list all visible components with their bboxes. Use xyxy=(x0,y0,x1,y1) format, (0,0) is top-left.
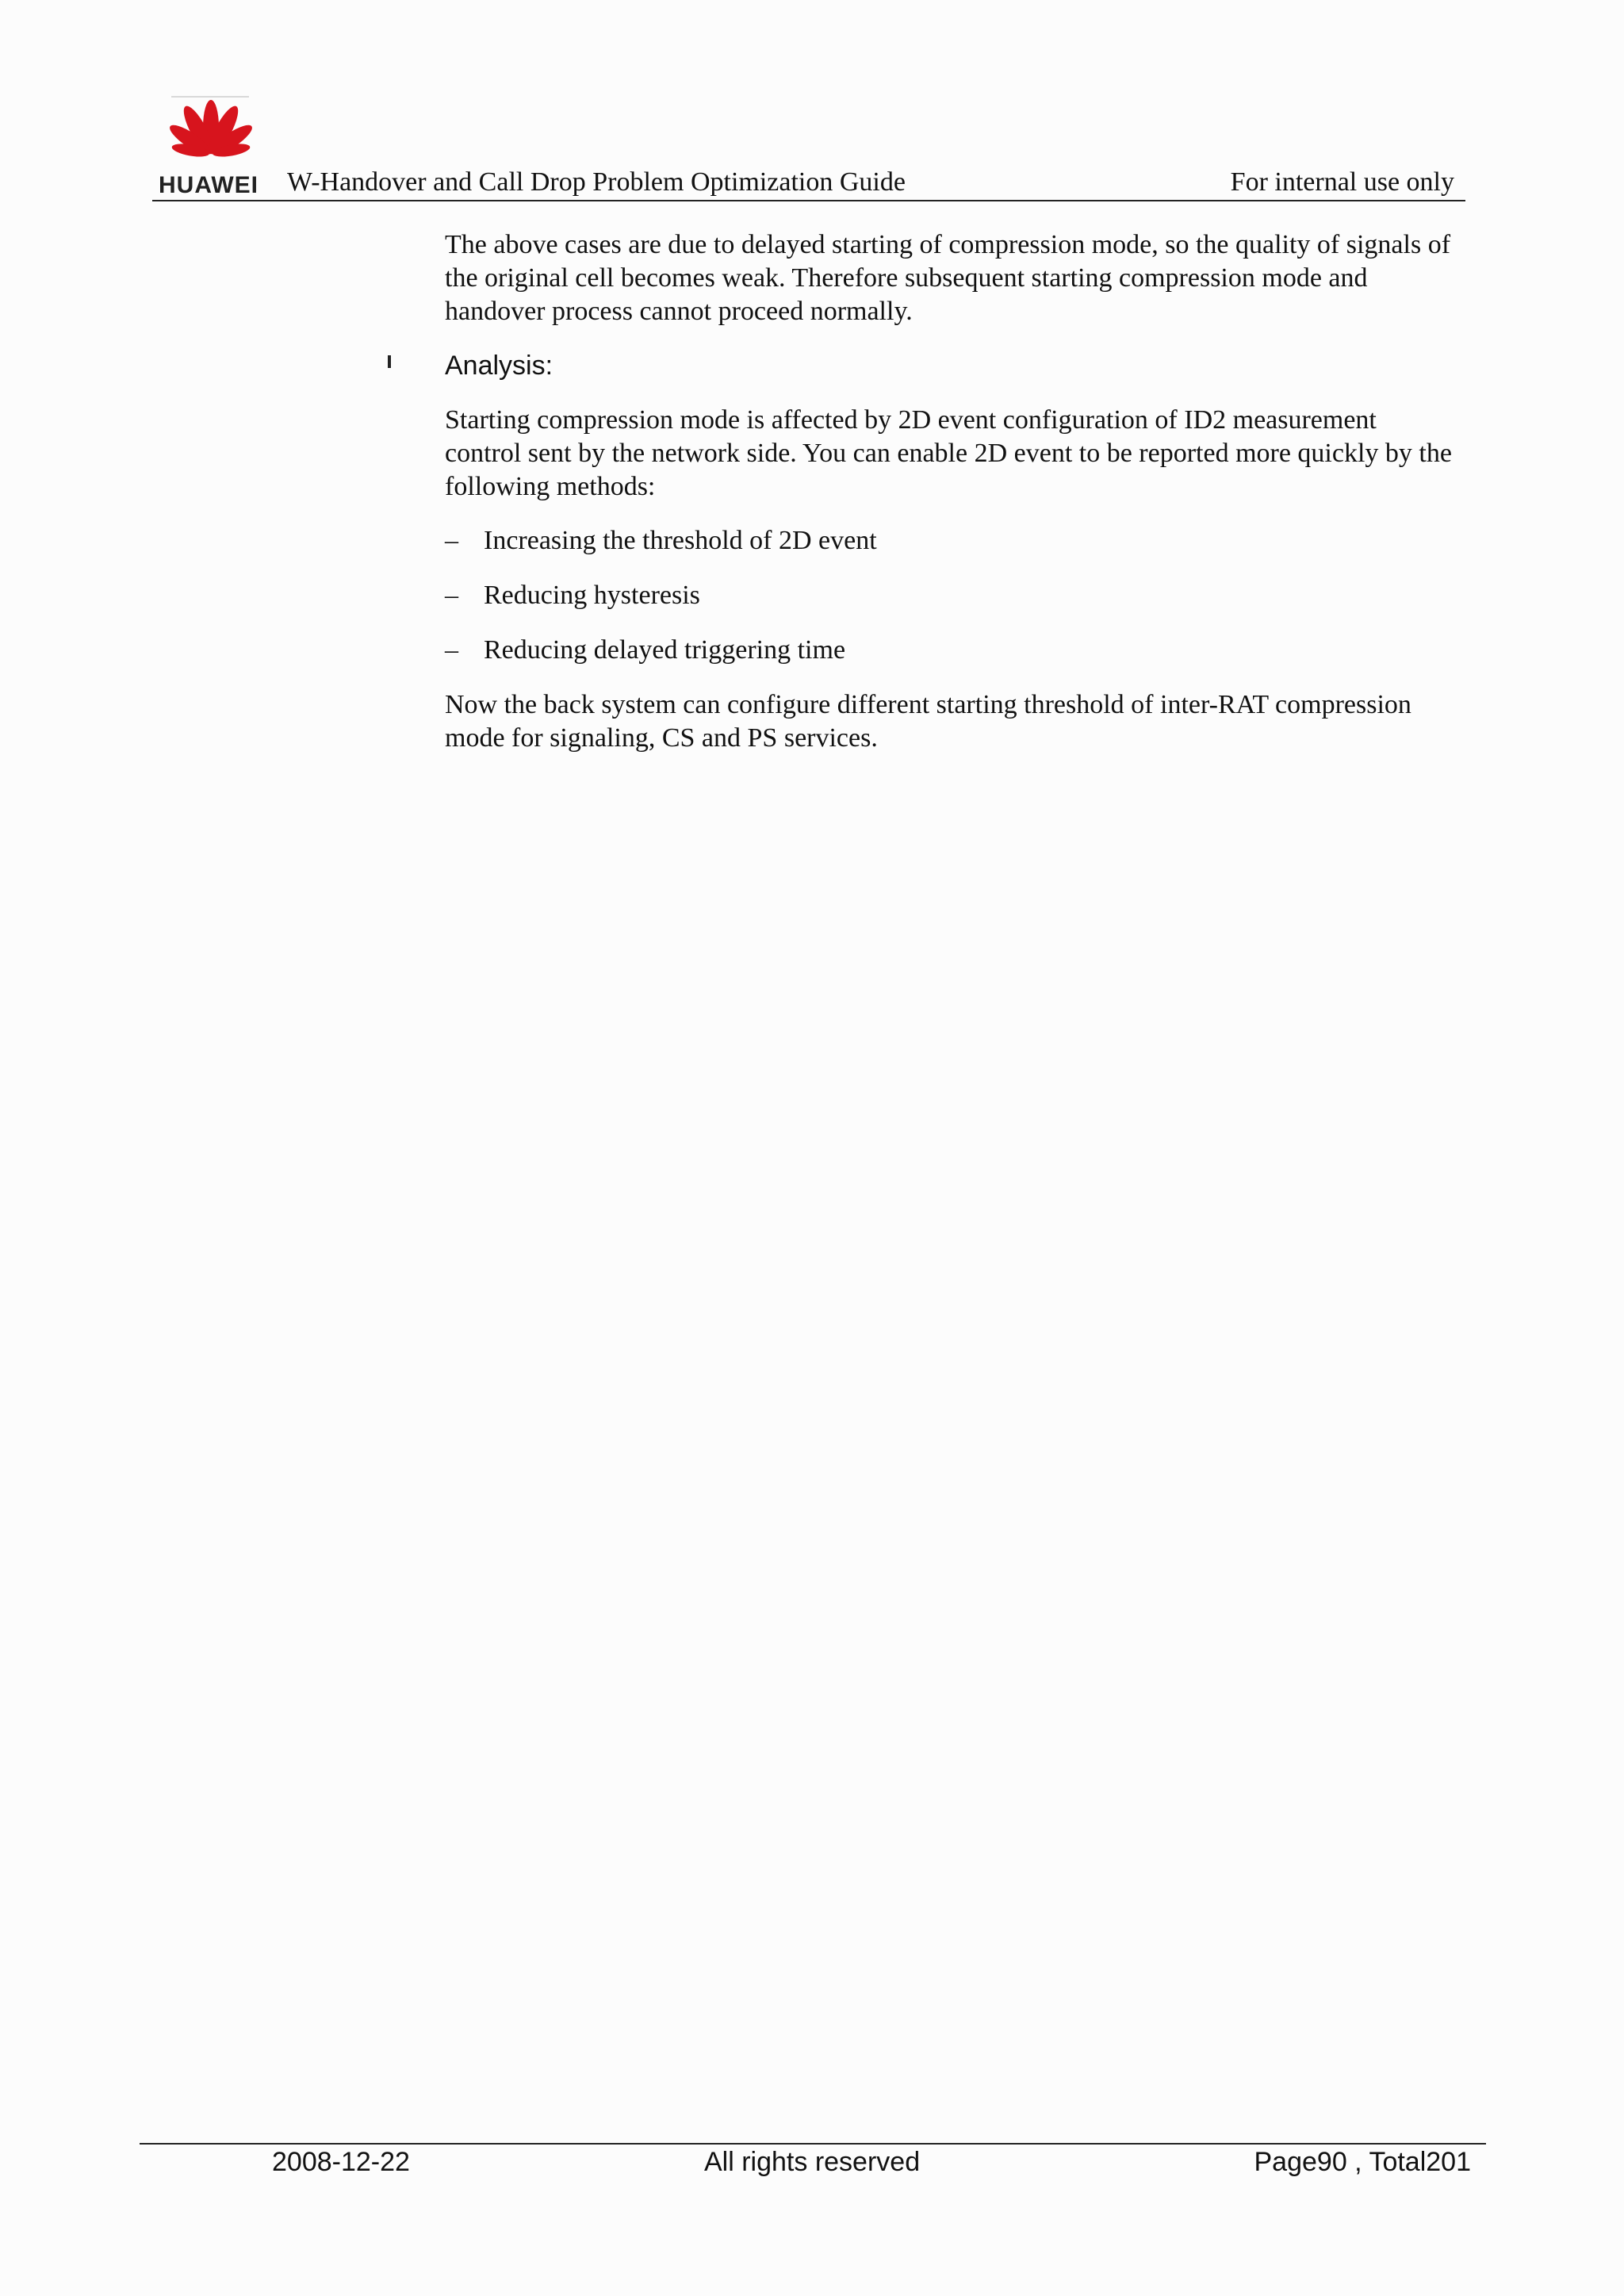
intro-paragraph: The above cases are due to delayed starting of compression mode, so the quality of signals of the original cell becomes weak. Therefore subsequent starting compression mode and handover process cannot proceed normally. xyxy=(445,230,1451,326)
method-item xyxy=(445,524,1452,558)
dash-bullet: – xyxy=(445,581,458,610)
document-title: W-Handover and Call Drop Problem Optimization Guide xyxy=(287,167,906,197)
method-item xyxy=(445,579,1452,612)
method-text: Reducing hysteresis xyxy=(484,581,700,610)
method-item xyxy=(445,634,1452,667)
classification-label: For internal use only xyxy=(1230,167,1454,197)
page-body xyxy=(445,228,1452,776)
dash-bullet: – xyxy=(445,635,458,665)
analysis-paragraph: Starting compression mode is affected by 2D event configuration of ID2 measurement control sent by the network side. You can enable 2D event to be reported more quickly by the following methods: xyxy=(445,405,1452,501)
page-number: Page90 , Total201 xyxy=(1254,2147,1471,2177)
closing-paragraph: Now the back system can configure different starting threshold of inter-RAT compression mode for signaling, CS and PS services. xyxy=(445,690,1411,753)
analysis-label: Analysis: xyxy=(445,351,553,381)
footer-date: 2008-12-22 xyxy=(272,2147,410,2177)
footer-rights: All rights reserved xyxy=(704,2147,921,2177)
header-divider xyxy=(152,200,1465,201)
dash-bullet: – xyxy=(445,526,458,555)
logo-wordmark: HUAWEI xyxy=(159,172,259,198)
footer-divider xyxy=(140,2143,1486,2145)
bullet-icon xyxy=(388,355,391,368)
analysis-heading xyxy=(445,349,1452,383)
method-text: Reducing delayed triggering time xyxy=(484,635,846,665)
method-text: Increasing the threshold of 2D event xyxy=(484,526,877,555)
